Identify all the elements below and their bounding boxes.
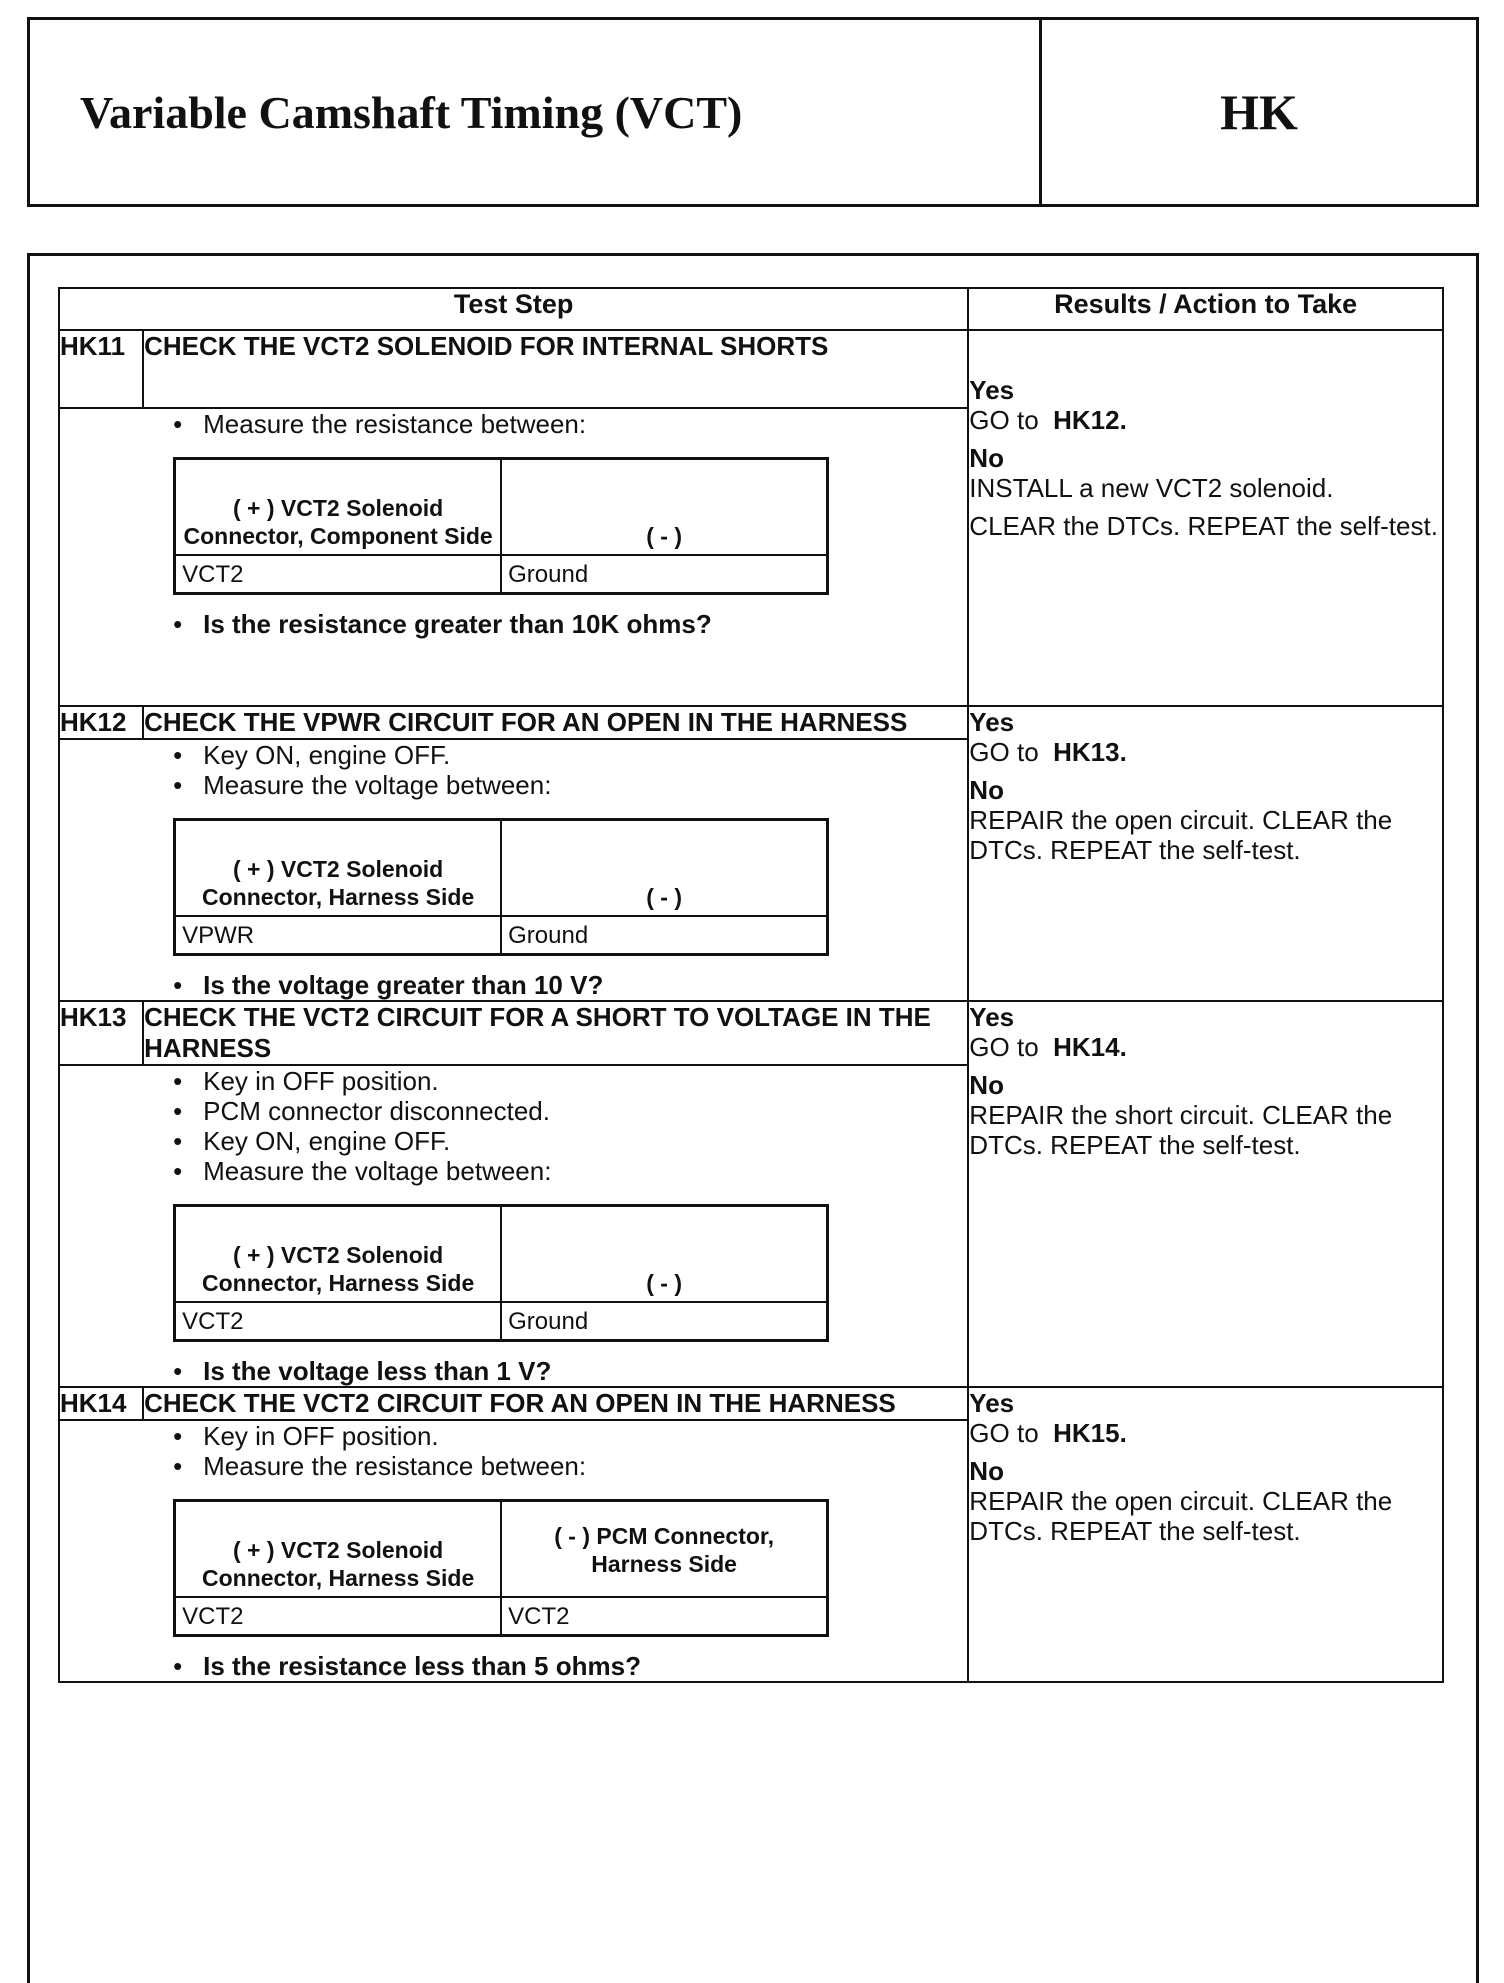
question-text: Is the voltage less than 1 V? — [203, 1356, 552, 1386]
question-item — [173, 1356, 967, 1386]
section-code: HK — [1220, 84, 1298, 140]
step-body — [143, 739, 968, 1001]
step-id: HK12 — [59, 706, 143, 739]
question-item — [173, 970, 967, 1000]
bullet-icon: • — [173, 609, 183, 639]
no-label: No — [969, 1456, 1004, 1486]
bullet-item — [173, 740, 967, 770]
measurement-table — [173, 1204, 829, 1342]
step-id: HK11 — [59, 330, 143, 408]
measurement-table — [173, 1499, 829, 1637]
bullet-icon: • — [173, 409, 183, 439]
bullet-icon: • — [173, 1356, 183, 1386]
step-bullets — [143, 1421, 967, 1481]
meas-value-negative: Ground — [501, 555, 828, 594]
yes-label: Yes — [969, 1388, 1015, 1418]
no-action: REPAIR the short circuit. CLEAR the DTCs. REPEAT the self-test. — [969, 1100, 1393, 1160]
goto-text: GO to — [969, 405, 1039, 435]
question-item — [173, 1651, 967, 1681]
bullet-icon: • — [173, 1421, 183, 1451]
step-question — [143, 1356, 967, 1386]
step-bullets — [143, 740, 967, 800]
step-id-spacer — [59, 739, 143, 1001]
step-bullets — [143, 1066, 967, 1186]
goto-text: GO to — [969, 737, 1039, 767]
step-results — [968, 1001, 1443, 1387]
meas-value-negative: VCT2 — [501, 1597, 828, 1636]
step-results — [968, 706, 1443, 1001]
step-title: CHECK THE VPWR CIRCUIT FOR AN OPEN IN THE HARNESS — [143, 706, 968, 739]
meas-header-positive: ( + ) VCT2 Solenoid Connector, Harness Side — [175, 1206, 502, 1303]
test-step-table — [58, 287, 1444, 1683]
goto-text: GO to — [969, 1418, 1039, 1448]
step-body — [143, 1420, 968, 1682]
no-action-extra: CLEAR the DTCs. REPEAT the self-test. — [969, 511, 1438, 541]
goto-step: HK15. — [1053, 1418, 1127, 1448]
meas-value-negative: Ground — [501, 1302, 828, 1341]
step-title: CHECK THE VCT2 CIRCUIT FOR A SHORT TO VOLTAGE IN THE HARNESS — [143, 1001, 968, 1065]
goto-step: HK12. — [1053, 405, 1127, 435]
yes-action — [969, 1418, 1442, 1448]
no-label: No — [969, 775, 1004, 805]
meas-value-positive: VCT2 — [175, 1597, 502, 1636]
measurement-table — [173, 818, 829, 956]
page-header — [27, 17, 1479, 207]
step-id-spacer — [59, 408, 143, 706]
step-question — [143, 609, 967, 639]
step-body — [143, 408, 968, 706]
step-results — [968, 1387, 1443, 1682]
results-header: Results / Action to Take — [968, 288, 1443, 330]
yes-label: Yes — [969, 375, 1015, 405]
bullet-text: Measure the voltage between: — [203, 1156, 552, 1186]
bullet-text: PCM connector disconnected. — [203, 1096, 550, 1126]
bullet-item — [173, 409, 967, 439]
meas-header-negative: ( - ) — [501, 1206, 828, 1303]
bullet-item — [173, 770, 967, 800]
bullet-item — [173, 1096, 967, 1126]
yes-action — [969, 1032, 1442, 1062]
no-action: REPAIR the open circuit. CLEAR the DTCs. REPEAT the self-test. — [969, 805, 1393, 865]
meas-header-negative: ( - ) — [501, 820, 828, 917]
yes-action — [969, 737, 1442, 767]
question-item — [173, 609, 967, 639]
meas-header-positive: ( + ) VCT2 Solenoid Connector, Harness Side — [175, 820, 502, 917]
measurement-table — [173, 457, 829, 595]
step-title-row — [59, 1001, 1443, 1065]
yes-label: Yes — [969, 707, 1015, 737]
question-text: Is the voltage greater than 10 V? — [203, 970, 604, 1000]
meas-value-negative: Ground — [501, 916, 828, 955]
bullet-text: Measure the voltage between: — [203, 770, 552, 800]
bullet-icon: • — [173, 770, 183, 800]
bullet-text: Key in OFF position. — [203, 1066, 439, 1096]
step-bullets — [143, 409, 967, 439]
step-id: HK14 — [59, 1387, 143, 1420]
bullet-text: Measure the resistance between: — [203, 409, 587, 439]
meas-value-positive: VCT2 — [175, 1302, 502, 1341]
bullet-icon: • — [173, 740, 183, 770]
bullet-icon: • — [173, 1066, 183, 1096]
no-label: No — [969, 1070, 1004, 1100]
meas-value-positive: VPWR — [175, 916, 502, 955]
no-action: REPAIR the open circuit. CLEAR the DTCs. REPEAT the self-test. — [969, 1486, 1393, 1546]
question-text: Is the resistance greater than 10K ohms? — [203, 609, 712, 639]
step-title-row — [59, 330, 1443, 408]
bullet-text: Key ON, engine OFF. — [203, 1126, 451, 1156]
bullet-item — [173, 1066, 967, 1096]
bullet-icon: • — [173, 1126, 183, 1156]
yes-action — [969, 405, 1442, 435]
meas-header-positive: ( + ) VCT2 Solenoid Connector, Harness Side — [175, 1501, 502, 1598]
meas-value-positive: VCT2 — [175, 555, 502, 594]
step-question — [143, 970, 967, 1000]
step-id-spacer — [59, 1065, 143, 1387]
bullet-item — [173, 1156, 967, 1186]
goto-step: HK13. — [1053, 737, 1127, 767]
bullet-icon: • — [173, 1651, 183, 1681]
yes-label: Yes — [969, 1002, 1015, 1032]
goto-text: GO to — [969, 1032, 1039, 1062]
meas-header-negative: ( - ) PCM Connector, Harness Side — [501, 1501, 828, 1598]
bullet-text: Key in OFF position. — [203, 1421, 439, 1451]
bullet-icon: • — [173, 970, 183, 1000]
step-title: CHECK THE VCT2 SOLENOID FOR INTERNAL SHORTS — [143, 330, 968, 408]
bullet-icon: • — [173, 1156, 183, 1186]
bullet-icon: • — [173, 1451, 183, 1481]
step-title-row — [59, 706, 1443, 739]
meas-header-negative: ( - ) — [501, 459, 828, 556]
no-action: INSTALL a new VCT2 solenoid. — [969, 473, 1334, 503]
goto-step: HK14. — [1053, 1032, 1127, 1062]
table-header-row — [59, 288, 1443, 330]
step-results — [968, 330, 1443, 706]
bullet-text: Key ON, engine OFF. — [203, 740, 451, 770]
step-question — [143, 1651, 967, 1681]
step-id-spacer — [59, 1420, 143, 1682]
bullet-icon: • — [173, 1096, 183, 1126]
no-label: No — [969, 443, 1004, 473]
step-title: CHECK THE VCT2 CIRCUIT FOR AN OPEN IN THE HARNESS — [143, 1387, 968, 1420]
bullet-item — [173, 1126, 967, 1156]
question-text: Is the resistance less than 5 ohms? — [203, 1651, 641, 1681]
bullet-text: Measure the resistance between: — [203, 1451, 587, 1481]
step-title-row — [59, 1387, 1443, 1420]
step-body — [143, 1065, 968, 1387]
bullet-item — [173, 1421, 967, 1451]
page-title: Variable Camshaft Timing (VCT) — [30, 20, 1042, 204]
test-step-header: Test Step — [59, 288, 968, 330]
step-id: HK13 — [59, 1001, 143, 1065]
bullet-item — [173, 1451, 967, 1481]
meas-header-positive: ( + ) VCT2 Solenoid Connector, Component Side — [175, 459, 502, 556]
